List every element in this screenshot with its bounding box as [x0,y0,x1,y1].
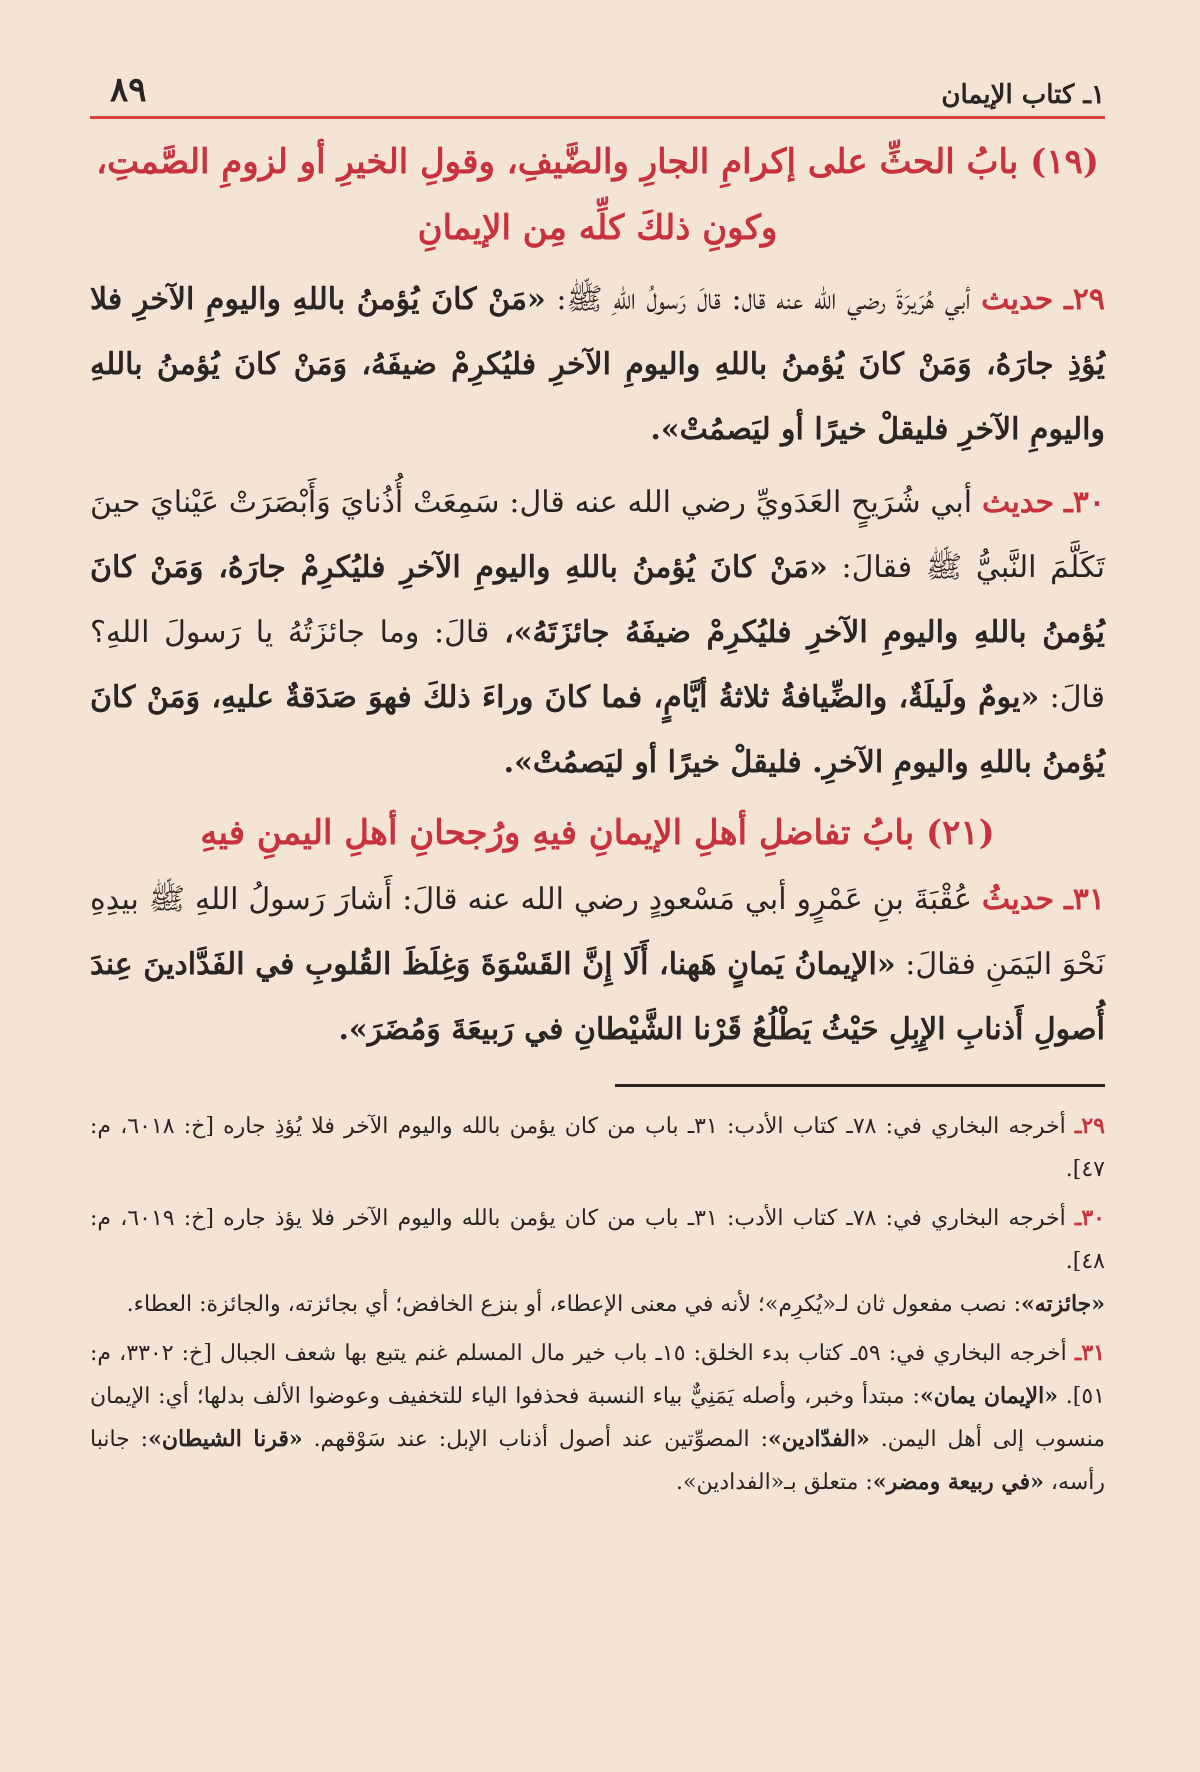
footnote-30 [90,1197,1105,1326]
hadith-29 [90,267,1105,462]
footnote-31-text-2: : مبتدأ وخبر، وأصله يَمَنِيٌّ بياء النسبة فحذفوا الياء للتخفيف وعوضوا الألف بدلها؛ أي: الإيمان منسوب إلى أهل اليمن. [90,1384,1105,1452]
chapter-19-heading [90,129,1105,261]
footnote-31-term-3: «قرنا الشيطان» [148,1426,303,1452]
footnote-30-note [90,1283,1105,1326]
footnote-30-note-text: : نصب مفعول ثان لـ«يُكرِم»؛ لأنه في معنى الإعطاء، أو بنزع الخافض؛ أي بجائزته، والجائزة: العطاء. [126,1292,1022,1317]
footnote-31-number: ٣١ـ [1074,1340,1105,1366]
hadith-31-intro: عُقْبَةَ بنِ عَمْرٍو أبي مَسْعودٍ رضي الله عنه قالَ: أَشارَ رَسولُ اللهِ ﷺ بيدِهِ نَحْوَ اليَمَنِ فقالَ: [90,882,1105,982]
hadith-30-label: حديث [981,485,1055,520]
book-page [90,60,1105,1732]
footnote-divider [615,1084,1105,1087]
footnote-31-text-1: أخرجه البخاري في: ٥٩ـ كتاب بدء الخلق: ١٥ـ باب خير مال المسلم غنم يتبع بها شعف الجبال [خ: ٣٣٠٢، م: ٥١]. [90,1341,1105,1409]
hadith-29-matn: «مَنْ كانَ يُؤمنُ باللهِ واليومِ الآخرِ فلا يُؤذِ جارَهُ، وَمَنْ كانَ يُؤمنُ باللهِ واليومِ الآخرِ فليُكرِمْ ضيفَهُ، وَمَنْ كانَ يُؤمنُ باللهِ واليومِ الآخرِ فليقلْ خيرًا أو ليَصمُتْ». [90,282,1105,447]
running-title: ١ـ كتاب الإيمان [941,80,1105,110]
hadith-31-matn: «الإيمانُ يَمانٍ هَهنا، أَلَا إِنَّ القَسْوَةَ وَغِلَظَ القُلوبِ في الفَدَّادينَ عِندَ أُصولِ أَذنابِ الإِبِلِ حَيْثُ يَطْلُعُ قَرْنا الشَّيْطانِ في رَبيعَةَ وَمُضَرَ». [90,947,1105,1047]
hadith-30-matn-1: «مَنْ كانَ يُؤمنُ باللهِ واليومِ الآخرِ فليُكرِمْ جارَهُ، وَمَنْ كانَ يُؤمنُ باللهِ واليومِ الآخرِ فليُكرِمْ ضيفَهُ جائزَتَهُ»، [90,550,1105,650]
hadith-29-label: حديث [981,282,1054,317]
footnote-30-number: ٣٠ـ [1074,1205,1105,1231]
hadith-30-number: ٣٠ـ [1063,485,1105,520]
hadith-30-mid: قالَ: وما جائزَتُهُ يا رَسولَ اللهِ؟ قالَ: [90,615,1105,715]
hadith-30-intro: أبي شُرَيحٍ العَدَويِّ رضي الله عنه قال: سَمِعَتْ أُذُنايَ وَأَبْصَرَتْ عَيْنايَ حينَ تَكَلَّمَ النَّبيُّ ﷺ فقالَ: [90,485,1105,585]
chapter-21-heading: (٢١) بابُ تفاضلِ أهلِ الإيمانِ فيهِ ورُجحانِ أهلِ اليمنِ فيهِ [200,813,995,853]
hadith-30 [90,470,1105,795]
footnote-29-number: ٢٩ـ [1074,1113,1105,1139]
footnote-31 [90,1332,1105,1504]
page-number: ٨٩ [110,70,147,110]
hadith-29-number: ٢٩ـ [1063,282,1105,317]
footnote-31-text-5: : متعلق بـ«الفدادين». [676,1470,873,1495]
hadith-31-label: حديثُ [981,882,1055,917]
hadith-31-number: ٣١ـ [1063,882,1105,917]
footnote-31-text-3: : المصوِّتين عند أصول أذناب الإبل: عند سَوْقهم. [313,1427,768,1452]
running-header [90,60,1105,119]
chapter-19-line-1: (١٩) بابُ الحثِّ على إكرامِ الجارِ والضَّيفِ، وقولِ الخيرِ أو لزومِ الصَّمتِ، [96,142,1099,182]
footnote-30-text: أخرجه البخاري في: ٧٨ـ كتاب الأدب: ٣١ـ باب من كان يؤمن بالله واليوم الآخر فلا يؤذ جاره [خ: ٦٠١٩، م: ٤٨]. [90,1206,1105,1274]
hadith-29-intro: أبي هُرَيرَةَ رضي الله عنه قال: قالَ رَسولُ اللهِ ﷺ: [556,282,971,317]
footnote-30-note-term: «جائزته» [1021,1291,1105,1317]
footnote-31-term-2: «الفدّادين» [768,1426,870,1452]
hadith-30-matn-2: «يومٌ ولَيلَةٌ، والضِّيافةُ ثلاثةُ أيَّامٍ، فما كانَ وراءَ ذلكَ فهوَ صَدَقةٌ عليهِ، وَمَنْ كانَ يُؤمنُ باللهِ واليومِ الآخرِ. فليقلْ خيرًا أو ليَصمُتْ». [90,680,1105,780]
footnote-29-text: أخرجه البخاري في: ٧٨ـ كتاب الأدب: ٣١ـ باب من كان يؤمن بالله واليوم الآخر فلا يُؤذِ جاره [خ: ٦٠١٨، م: ٤٧]. [90,1114,1105,1182]
hadith-31 [90,867,1105,1062]
footnote-29 [90,1105,1105,1191]
footnote-31-text-4: : جانبا رأسه، [90,1427,1105,1495]
footnote-31-term-1: «الإيمان يمان» [919,1383,1058,1409]
footnote-31-term-4: «في ربيعة ومضر» [872,1469,1044,1495]
chapter-19-line-2: وكونِ ذلكَ كلِّه مِن الإيمانِ [417,208,778,248]
